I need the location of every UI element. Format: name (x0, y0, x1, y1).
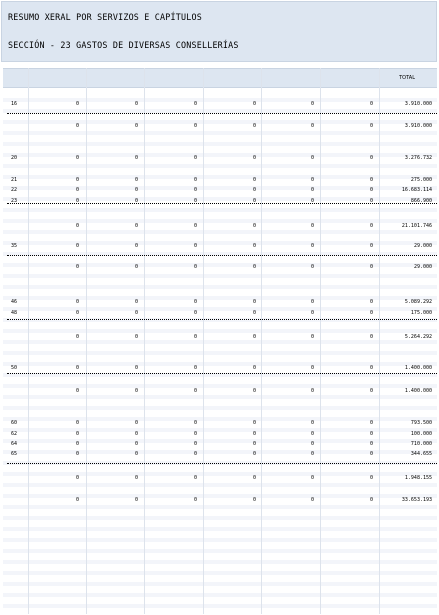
table-row (3, 440, 437, 449)
row-value: 0 (75, 177, 79, 183)
row-total: 1.948.155 (404, 475, 432, 481)
row-code: 64 (11, 441, 18, 447)
row-value: 0 (252, 177, 256, 183)
row-value: 0 (193, 420, 197, 426)
row-value: 0 (369, 299, 373, 305)
row-stripe (3, 604, 437, 608)
row-code: 21 (11, 177, 18, 183)
row-value: 0 (75, 420, 79, 426)
row-value: 0 (310, 155, 314, 161)
row-value: 0 (134, 365, 138, 371)
row-value: 0 (310, 475, 314, 481)
row-value: 0 (252, 198, 256, 204)
row-value: 0 (193, 475, 197, 481)
row-value: 0 (134, 198, 138, 204)
row-total: 3.276.732 (404, 155, 432, 161)
row-total: 29.000 (413, 264, 432, 270)
row-stripe (3, 131, 437, 135)
row-value: 0 (193, 187, 197, 193)
row-value: 0 (310, 451, 314, 457)
row-value: 0 (310, 198, 314, 204)
subtotal-separator (7, 463, 437, 464)
row-stripe (3, 505, 437, 509)
table-row (3, 122, 437, 131)
table-row (3, 309, 437, 318)
row-value: 0 (369, 451, 373, 457)
row-value: 0 (134, 264, 138, 270)
row-value: 0 (252, 299, 256, 305)
row-stripe (3, 516, 437, 520)
row-stripe (3, 208, 437, 212)
row-value: 0 (310, 223, 314, 229)
row-stripe (3, 560, 437, 564)
row-value: 0 (134, 441, 138, 447)
row-value: 0 (193, 497, 197, 503)
row-total: 1.400.000 (404, 365, 432, 371)
row-total: 3.910.000 (404, 101, 432, 107)
row-stripe (3, 351, 437, 355)
row-total: 33.653.193 (401, 497, 432, 503)
row-value: 0 (193, 388, 197, 394)
row-value: 0 (310, 101, 314, 107)
row-value: 0 (369, 497, 373, 503)
row-value: 0 (252, 365, 256, 371)
row-total: 793.500 (410, 420, 432, 426)
table-row (3, 197, 437, 206)
row-value: 0 (75, 187, 79, 193)
row-total: 16.683.114 (401, 187, 432, 193)
table-row (3, 474, 437, 483)
table-row (3, 222, 437, 231)
row-value: 0 (134, 223, 138, 229)
row-value: 0 (75, 451, 79, 457)
row-value: 0 (75, 243, 79, 249)
row-value: 0 (252, 243, 256, 249)
row-value: 0 (75, 101, 79, 107)
row-value: 0 (310, 187, 314, 193)
row-value: 0 (310, 299, 314, 305)
column-header-row (3, 68, 437, 88)
row-value: 0 (134, 101, 138, 107)
table-row (3, 419, 437, 428)
row-total: 21.101.746 (401, 223, 432, 229)
row-stripe (3, 142, 437, 146)
row-stripe (3, 285, 437, 289)
row-value: 0 (369, 334, 373, 340)
row-value: 0 (134, 155, 138, 161)
row-stripe (3, 406, 437, 410)
row-value: 0 (310, 177, 314, 183)
row-value: 0 (193, 441, 197, 447)
row-value: 0 (252, 451, 256, 457)
summary-table (3, 68, 437, 614)
row-value: 0 (134, 420, 138, 426)
row-value: 0 (134, 475, 138, 481)
table-row (3, 176, 437, 185)
row-value: 0 (75, 223, 79, 229)
row-value: 0 (252, 497, 256, 503)
row-value: 0 (310, 243, 314, 249)
row-value: 0 (193, 264, 197, 270)
report-title: RESUMO XERAL POR SERVIZOS E CAPÍTULOS (8, 12, 202, 22)
row-value: 0 (252, 441, 256, 447)
row-value: 0 (252, 123, 256, 129)
row-value: 0 (75, 299, 79, 305)
row-value: 0 (369, 310, 373, 316)
row-value: 0 (310, 420, 314, 426)
row-value: 0 (369, 187, 373, 193)
subtotal-separator (7, 373, 437, 374)
row-total: 866.900 (410, 198, 432, 204)
row-value: 0 (369, 198, 373, 204)
row-code: 48 (11, 310, 18, 316)
table-row (3, 387, 437, 396)
table-row (3, 242, 437, 251)
row-value: 0 (252, 223, 256, 229)
row-total: 5.089.292 (404, 299, 432, 305)
row-value: 0 (369, 243, 373, 249)
row-value: 0 (310, 264, 314, 270)
row-value: 0 (310, 441, 314, 447)
row-value: 0 (134, 388, 138, 394)
row-value: 0 (134, 451, 138, 457)
row-value: 0 (75, 475, 79, 481)
row-value: 0 (252, 420, 256, 426)
row-value: 0 (193, 431, 197, 437)
row-code: 16 (11, 101, 18, 107)
table-row (3, 100, 437, 109)
row-stripe (3, 582, 437, 586)
row-value: 0 (75, 388, 79, 394)
row-value: 0 (193, 299, 197, 305)
row-value: 0 (252, 334, 256, 340)
row-stripe (3, 593, 437, 597)
row-value: 0 (134, 431, 138, 437)
row-value: 0 (193, 223, 197, 229)
row-value: 0 (252, 155, 256, 161)
row-value: 0 (310, 310, 314, 316)
row-value: 0 (193, 123, 197, 129)
subtotal-separator (7, 203, 437, 204)
row-value: 0 (75, 497, 79, 503)
row-value: 0 (369, 223, 373, 229)
row-code: 35 (11, 243, 18, 249)
row-value: 0 (75, 310, 79, 316)
table-row (3, 430, 437, 439)
row-value: 0 (369, 101, 373, 107)
row-value: 0 (310, 431, 314, 437)
row-total: 100.000 (410, 431, 432, 437)
row-value: 0 (134, 123, 138, 129)
row-value: 0 (134, 334, 138, 340)
row-value: 0 (193, 365, 197, 371)
row-value: 0 (193, 334, 197, 340)
row-value: 0 (75, 155, 79, 161)
row-value: 0 (75, 441, 79, 447)
row-stripe (3, 483, 437, 487)
table-row (3, 263, 437, 272)
row-total: 3.910.000 (404, 123, 432, 129)
row-value: 0 (193, 177, 197, 183)
row-total: 5.264.292 (404, 334, 432, 340)
row-value: 0 (193, 155, 197, 161)
row-total: 1.400.000 (404, 388, 432, 394)
table-row (3, 450, 437, 459)
row-value: 0 (193, 310, 197, 316)
row-value: 0 (310, 334, 314, 340)
row-value: 0 (193, 243, 197, 249)
row-value: 0 (310, 388, 314, 394)
row-value: 0 (252, 101, 256, 107)
row-value: 0 (75, 264, 79, 270)
row-value: 0 (252, 475, 256, 481)
row-value: 0 (134, 497, 138, 503)
row-value: 0 (369, 123, 373, 129)
row-code: 20 (11, 155, 18, 161)
row-total: 175.000 (410, 310, 432, 316)
subtotal-separator (7, 255, 437, 256)
row-stripe (3, 549, 437, 553)
row-value: 0 (369, 475, 373, 481)
row-value: 0 (369, 264, 373, 270)
row-value: 0 (75, 365, 79, 371)
row-value: 0 (310, 365, 314, 371)
row-value: 0 (193, 451, 197, 457)
row-total: 344.655 (410, 451, 432, 457)
row-value: 0 (134, 187, 138, 193)
row-code: 60 (11, 420, 18, 426)
subtotal-separator (7, 113, 437, 114)
row-value: 0 (369, 365, 373, 371)
row-value: 0 (134, 299, 138, 305)
row-value: 0 (252, 431, 256, 437)
table-row (3, 364, 437, 373)
row-value: 0 (252, 264, 256, 270)
table-row (3, 496, 437, 505)
table-row (3, 333, 437, 342)
row-code: 62 (11, 431, 18, 437)
total-column-header: TOTAL (399, 75, 415, 81)
row-value: 0 (310, 123, 314, 129)
row-code: 22 (11, 187, 18, 193)
row-stripe (3, 571, 437, 575)
row-total: 710.000 (410, 441, 432, 447)
row-value: 0 (310, 497, 314, 503)
subtotal-separator (7, 319, 437, 320)
row-code: 23 (11, 198, 18, 204)
row-value: 0 (369, 155, 373, 161)
row-value: 0 (134, 310, 138, 316)
row-value: 0 (252, 187, 256, 193)
row-value: 0 (75, 431, 79, 437)
row-stripe (3, 164, 437, 168)
table-row (3, 298, 437, 307)
row-value: 0 (369, 177, 373, 183)
row-stripe (3, 538, 437, 542)
row-value: 0 (134, 243, 138, 249)
table-row (3, 154, 437, 163)
row-total: 29.000 (413, 243, 432, 249)
row-value: 0 (193, 198, 197, 204)
row-value: 0 (252, 388, 256, 394)
row-value: 0 (75, 334, 79, 340)
row-code: 46 (11, 299, 18, 305)
row-stripe (3, 274, 437, 278)
row-total: 275.000 (410, 177, 432, 183)
row-value: 0 (75, 198, 79, 204)
row-code: 50 (11, 365, 18, 371)
row-value: 0 (193, 101, 197, 107)
report-header (1, 1, 437, 62)
row-value: 0 (369, 420, 373, 426)
row-value: 0 (369, 441, 373, 447)
row-stripe (3, 527, 437, 531)
section-title: SECCIÓN - 23 GASTOS DE DIVERSAS CONSELLERÍAS (8, 40, 239, 50)
row-code: 65 (11, 451, 18, 457)
row-value: 0 (369, 431, 373, 437)
row-value: 0 (134, 177, 138, 183)
table-row (3, 186, 437, 195)
row-value: 0 (252, 310, 256, 316)
row-value: 0 (369, 388, 373, 394)
row-value: 0 (75, 123, 79, 129)
